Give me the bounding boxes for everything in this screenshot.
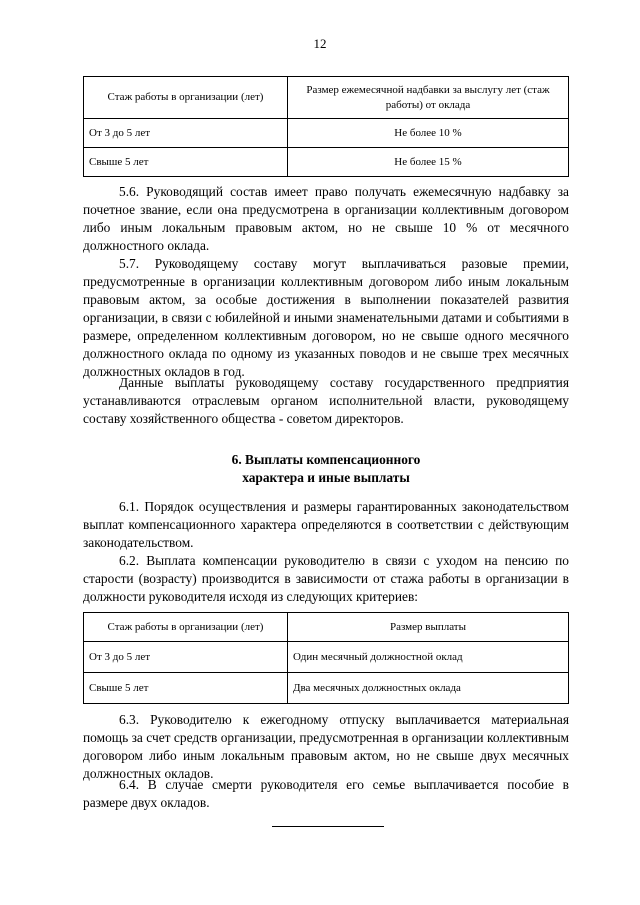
table-header-row (84, 613, 569, 642)
end-divider (272, 826, 384, 827)
table-row (84, 673, 569, 704)
page-number: 12 (313, 36, 327, 51)
table-cell: Свыше 5 лет (84, 673, 288, 704)
table-cell: Один месячный должностной оклад (288, 642, 569, 673)
section-title-line: характера и иные выплаты (242, 470, 410, 485)
section-6-title (83, 451, 569, 487)
paragraph-5-7: 5.7. Руководящему составу могут выплачиваться разовые премии, предусмотренные в организации коллективным договором либо иным локальным правовым актом, за особые достижения в выполнении показателей развития организации, в связи с юбилейной и иными знаменательными датами и событиями в размере, определенном коллективным договором, но не свыше одного месячного должностного оклада по одному из указанных поводов и не свыше трех месячных должностных окладов в год. (83, 256, 569, 379)
table-header-cell: Размер выплаты (288, 613, 569, 642)
table-row (84, 119, 569, 148)
table-row (84, 642, 569, 673)
paragraph-6-4: 6.4. В случае смерти руководителя его семье выплачивается пособие в размере двух окладов. (83, 777, 569, 810)
table-cell: От 3 до 5 лет (84, 119, 288, 148)
section-title-line: 6. Выплаты компенсационного (231, 452, 421, 467)
table-header-cell: Стаж работы в организации (лет) (84, 77, 288, 119)
table-cell: От 3 до 5 лет (84, 642, 288, 673)
table-cell: Не более 10 % (288, 119, 569, 148)
table-header-cell: Размер ежемесячной надбавки за выслугу лет (стаж работы) от оклада (288, 77, 569, 119)
paragraph-5-6: 5.6. Руководящий состав имеет право получать ежемесячную надбавку за почетное звание, если она предусмотрена в организации коллективным договором либо иным локальным правовым актом, но не свыше 10 % от месячного должностного оклада. (83, 184, 569, 253)
table-cell: Свыше 5 лет (84, 148, 288, 177)
paragraph-6-3: 6.3. Руководителю к ежегодному отпуску выплачивается материальная помощь за счет средств организации, предусмотренная в организации коллективным договором либо иным локальным правовым актом, но не свыше двух месячных должностных окладов. (83, 712, 569, 781)
table-row (84, 148, 569, 177)
table-header-cell: Стаж работы в организации (лет) (84, 613, 288, 642)
table-cell: Два месячных должностных оклада (288, 673, 569, 704)
pension-compensation-table (83, 612, 569, 704)
paragraph-6-1: 6.1. Порядок осуществления и размеры гарантированных законодательством выплат компенсационного характера определяются в соответствии с действующим законодательством. (83, 499, 569, 550)
table-header-row (84, 77, 569, 119)
seniority-bonus-table (83, 76, 569, 177)
table-cell: Не более 15 % (288, 148, 569, 177)
paragraph-payments-note: Данные выплаты руководящему составу государственного предприятия устанавливаются отраслевым органом исполнительной власти, руководящему составу хозяйственного общества - советом директоров. (83, 375, 569, 426)
paragraph-6-2: 6.2. Выплата компенсации руководителю в связи с уходом на пенсию по старости (возрасту) производится в зависимости от стажа работы в организации в должности руководителя исходя из следующих критериев: (83, 553, 569, 604)
